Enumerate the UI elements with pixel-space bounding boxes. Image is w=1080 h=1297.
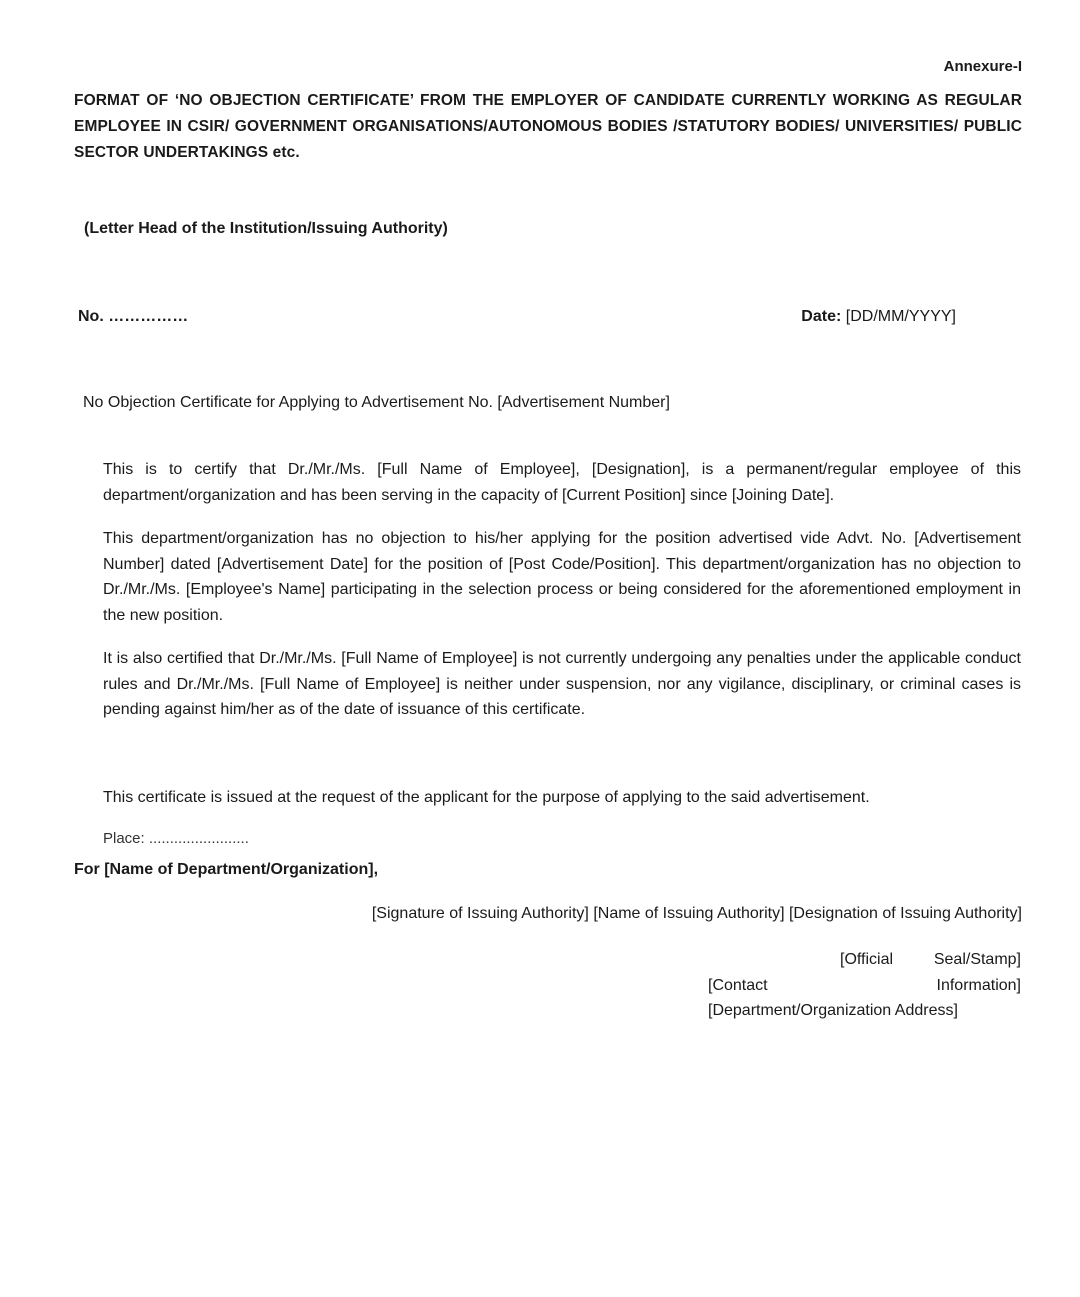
for-organization: For [Name of Department/Organization], [74, 861, 379, 878]
document-heading: FORMAT OF ‘NO OBJECTION CERTIFICATE’ FROM THE EMPLOYER OF CANDIDATE CURRENTLY WORKING AS REGULAR EMPLOYEE IN CSIR/ GOVERNMENT ORGANISATIONS/AUTONOMOUS BODIES /STATUTORY BODIES/ UNIVERSITIES/ PUBLIC SECTOR UNDERTAKINGS etc. [74, 92, 1022, 161]
letterhead-placeholder: (Letter Head of the Institution/Issuing Authority) [84, 220, 448, 237]
paragraph-no-penalties: It is also certified that Dr./Mr./Ms. [Full Name of Employee] is not currently undergoing any penalties under the applicable conduct rules and Dr./Mr./Ms. [Full Name of Employee] is neither under suspension, nor any vigilance, disciplinary, or criminal cases is pending against him/her as of the date of issuance of this certificate. [103, 650, 1021, 718]
paragraph-no-objection: This department/organization has no objection to his/her applying for the position advertised vide Advt. No. [Advertisement Number] dated [Advertisement Date] for the position of [Post Code/Position]. This department/organization has no objection to Dr./Mr./Ms. [Employee's Name] participating in the selection process or being considered for the aforementioned employment in the new position. [103, 530, 1021, 624]
annexure-label: Annexure-I [943, 58, 1022, 75]
place-field: Place: ........................ [103, 830, 249, 847]
seal-contact-block [708, 947, 1021, 1024]
date-label: Date: [801, 308, 842, 325]
paragraph-issued-request: This certificate is issued at the request of the applicant for the purpose of applying to the said advertisement. [103, 789, 870, 806]
subject-line: No Objection Certificate for Applying to Advertisement No. [Advertisement Number] [83, 394, 670, 411]
seal-stamp-text: Seal/Stamp] [933, 951, 1021, 968]
information-text: Information] [936, 976, 1021, 994]
seal-line [708, 947, 1021, 973]
signature-block: [Signature of Issuing Authority] [Name of Issuing Authority] [Designation of Issuing Authority] [371, 905, 1022, 922]
official-text: [Official [840, 951, 894, 968]
date-value: [DD/MM/YYYY] [841, 308, 956, 325]
contact-line [708, 973, 1021, 999]
contact-text: [Contact [708, 976, 768, 994]
paragraph-certify: This is to certify that Dr./Mr./Ms. [Full Name of Employee], [Designation], is a permanent/regular employee of this department/organization and has been serving in the capacity of [Current Position] since [Joining Date]. [103, 461, 1021, 504]
address-line: [Department/Organization Address] [708, 1002, 958, 1019]
reference-number: No. …………… [78, 308, 189, 325]
date-line [801, 308, 956, 326]
